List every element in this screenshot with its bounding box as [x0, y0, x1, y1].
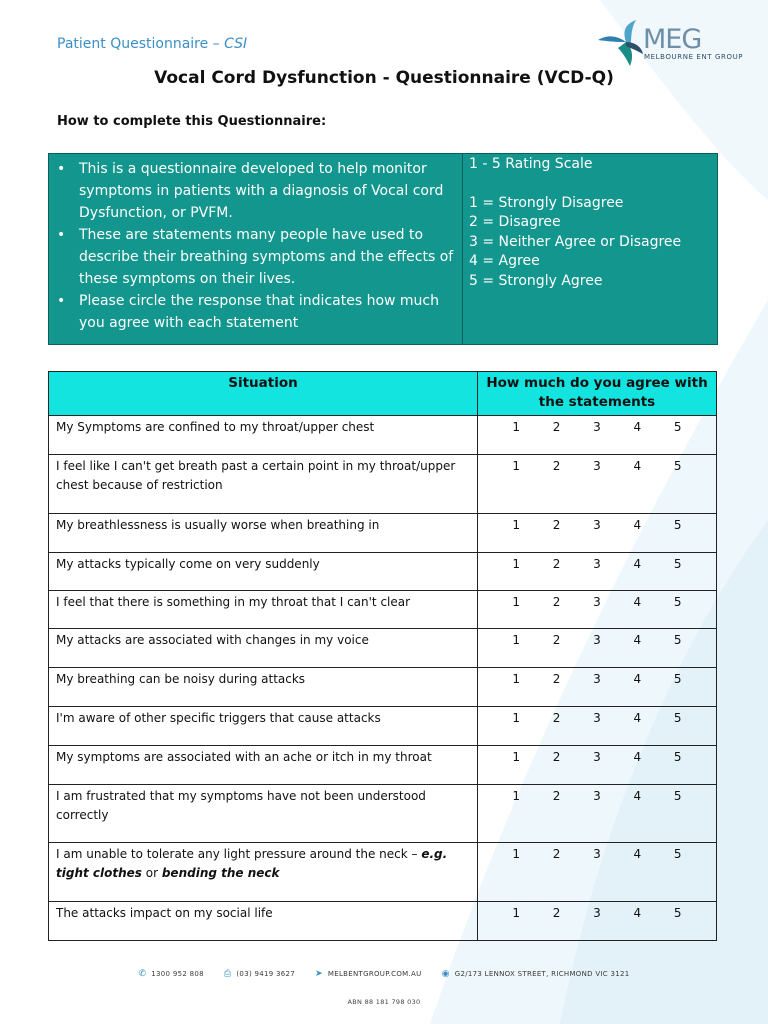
footer-fax-text: (03) 9419 3627	[236, 970, 296, 978]
situation-cell: My attacks typically come on very suddenly	[49, 553, 478, 591]
meg-logo	[596, 20, 756, 70]
rating-cell	[478, 455, 717, 514]
rating-option[interactable]: 4	[633, 595, 642, 609]
rating-option[interactable]: 5	[673, 595, 682, 609]
logo-subtitle: MELBOURNE ENT GROUP	[644, 53, 744, 61]
footer-abn: ABN 88 181 798 030	[347, 998, 421, 1006]
rating-scale-item: 3 = Neither Agree or Disagree	[469, 233, 682, 250]
footer-address-text: G2/173 LENNOX STREET, RICHMOND VIC 3121	[454, 970, 630, 978]
situation-cell: I feel that there is something in my throat that I can't clear	[49, 591, 478, 629]
rating-option[interactable]: 2	[552, 789, 561, 803]
footer-phone-text: 1300 952 808	[151, 970, 204, 978]
logo-bird-icon	[596, 20, 644, 66]
rating-option[interactable]: 4	[633, 420, 642, 434]
rating-option[interactable]: 1	[512, 557, 520, 571]
instructions-box	[48, 153, 718, 345]
rating-option[interactable]: 1	[512, 711, 520, 725]
column-header-situation: Situation	[49, 372, 478, 416]
rating-option[interactable]: 3	[593, 633, 601, 647]
table-row	[49, 553, 717, 591]
rating-option[interactable]: 5	[673, 633, 682, 647]
table-row	[49, 707, 717, 746]
rating-scale-item: 1 = Strongly Disagree	[469, 194, 624, 211]
situation-cell: My breathlessness is usually worse when breathing in	[49, 514, 478, 553]
rating-scale-cell	[469, 155, 681, 291]
table-row	[49, 668, 717, 707]
rating-cell	[478, 668, 717, 707]
table-row	[49, 746, 717, 785]
rating-option[interactable]: 1	[512, 847, 520, 861]
rating-option[interactable]: 2	[552, 459, 561, 473]
situation-cell	[49, 843, 478, 902]
footer-address	[442, 969, 630, 979]
phone-icon: ✆	[138, 969, 147, 979]
table-body	[49, 416, 717, 941]
rating-option[interactable]: 2	[552, 595, 561, 609]
document-title: Vocal Cord Dysfunction - Questionnaire (VCD-Q)	[154, 68, 614, 88]
rating-cell	[478, 843, 717, 902]
rating-cell	[478, 591, 717, 629]
situation-emphasis: bending the neck	[161, 866, 280, 880]
footer-phone	[138, 969, 203, 979]
rating-option[interactable]: 3	[593, 459, 601, 473]
rating-scale-item: 5 = Strongly Agree	[469, 272, 603, 289]
situation-cell: My attacks are associated with changes in my voice	[49, 629, 478, 668]
rating-option[interactable]: 3	[593, 711, 601, 725]
table-row	[49, 591, 717, 629]
situation-cell: I am frustrated that my symptoms have not been understood correctly	[49, 785, 478, 843]
table-row	[49, 843, 717, 902]
rating-option[interactable]: 3	[593, 906, 601, 920]
rating-cell	[478, 629, 717, 668]
rating-scale-item: 4 = Agree	[469, 253, 540, 269]
table-row	[49, 416, 717, 455]
instructions-list	[49, 154, 462, 334]
instruction-item: • Please circle the response that indicates how much you agree with each statement	[79, 290, 462, 334]
rating-option[interactable]: 2	[552, 711, 561, 725]
instructions-list-cell	[49, 154, 463, 344]
situation-cell: I feel like I can't get breath past a certain point in my throat/upper chest because of restriction	[49, 455, 478, 514]
table-row	[49, 629, 717, 668]
rating-option[interactable]: 5	[673, 906, 682, 920]
rating-cell	[478, 746, 717, 785]
table-row	[49, 902, 717, 941]
rating-option[interactable]: 5	[673, 750, 682, 764]
rating-option[interactable]: 2	[552, 420, 561, 434]
footer-fax	[224, 969, 295, 979]
rating-option[interactable]: 4	[633, 518, 642, 532]
location-pin-icon: ◉	[441, 969, 450, 979]
rating-scale-item: 2 = Disagree	[469, 214, 561, 230]
rating-option[interactable]: 5	[673, 557, 682, 571]
rating-option[interactable]: 2	[552, 750, 561, 764]
rating-option[interactable]: 2	[552, 557, 561, 571]
rating-scale-title: 1 - 5 Rating Scale	[469, 156, 593, 172]
footer-contact	[0, 969, 768, 979]
rating-option[interactable]: 4	[633, 633, 642, 647]
table-row	[49, 455, 717, 514]
rating-option[interactable]: 1	[512, 672, 520, 686]
footer-web-text[interactable]: MELBENTGROUP.COM.AU	[327, 970, 422, 978]
rating-option[interactable]: 2	[552, 847, 561, 861]
column-header-agreement: How much do you agree with the statements	[478, 372, 717, 416]
situation-cell: My breathing can be noisy during attacks	[49, 668, 478, 707]
rating-option[interactable]: 2	[552, 633, 561, 647]
situation-cell: I'm aware of other specific triggers that cause attacks	[49, 707, 478, 746]
rating-option[interactable]: 4	[633, 557, 642, 571]
rating-option[interactable]: 3	[593, 518, 601, 532]
rating-option[interactable]: 1	[512, 595, 520, 609]
instruction-item: • These are statements many people have used to describe their breathing symptoms and the effects of these symptoms on their lives.	[79, 224, 462, 290]
header-label	[57, 36, 247, 52]
rating-option[interactable]: 4	[633, 750, 642, 764]
rating-option[interactable]: 3	[593, 595, 601, 609]
rating-option[interactable]: 5	[673, 518, 682, 532]
rating-option[interactable]: 4	[633, 847, 642, 861]
header-label-italic: CSI	[224, 36, 248, 52]
footer-web[interactable]	[315, 969, 422, 979]
rating-option[interactable]: 5	[673, 789, 682, 803]
table-row	[49, 785, 717, 843]
rating-option[interactable]: 1	[512, 518, 520, 532]
rating-option[interactable]: 1	[512, 459, 520, 473]
rating-option[interactable]: 5	[673, 711, 682, 725]
situation-cell: My Symptoms are confined to my throat/upper chest	[49, 416, 478, 455]
rating-cell	[478, 553, 717, 591]
situation-text: I am unable to tolerate any light pressure around the neck –	[56, 847, 422, 861]
rating-cell	[478, 416, 717, 455]
rating-cell	[478, 707, 717, 746]
table-row	[49, 514, 717, 553]
situation-emphasis: e.g. tight clothes	[56, 847, 448, 880]
situation-cell: The attacks impact on my social life	[49, 902, 478, 941]
situation-text: or	[141, 866, 162, 880]
rating-option[interactable]: 3	[593, 847, 601, 861]
rating-option[interactable]: 3	[593, 420, 601, 434]
rating-option[interactable]: 3	[593, 672, 601, 686]
rating-option[interactable]: 1	[512, 906, 520, 920]
rating-cell	[478, 902, 717, 941]
rating-option[interactable]: 1	[512, 789, 520, 803]
table-header-row	[49, 372, 717, 416]
rating-option[interactable]: 3	[593, 789, 601, 803]
rating-option[interactable]: 1	[512, 633, 520, 647]
logo-text: MEG	[643, 24, 702, 55]
rating-option[interactable]: 5	[673, 420, 682, 434]
instruction-item: • This is a questionnaire developed to help monitor symptoms in patients with a diagnosis of Vocal cord Dysfunction, or PVFM.	[79, 158, 462, 224]
rating-option[interactable]: 2	[552, 672, 561, 686]
rating-option[interactable]: 3	[593, 750, 601, 764]
fax-icon: ⎙	[223, 969, 232, 979]
rating-option[interactable]: 5	[673, 847, 682, 861]
rating-option[interactable]: 5	[673, 672, 682, 686]
rating-option[interactable]: 5	[673, 459, 682, 473]
rating-option[interactable]: 4	[633, 906, 642, 920]
questionnaire-table	[48, 371, 717, 941]
rating-option[interactable]: 4	[633, 711, 642, 725]
rating-option[interactable]: 1	[512, 750, 520, 764]
howto-heading: How to complete this Questionnaire:	[57, 114, 327, 129]
rating-option[interactable]: 1	[512, 420, 520, 434]
rating-option[interactable]: 4	[633, 672, 642, 686]
rating-option[interactable]: 3	[593, 557, 601, 571]
rating-option[interactable]: 2	[552, 518, 561, 532]
rating-option[interactable]: 4	[633, 459, 642, 473]
rating-cell	[478, 514, 717, 553]
header-label-main: Patient Questionnaire –	[57, 36, 225, 52]
rating-option[interactable]: 2	[552, 906, 561, 920]
situation-cell: My symptoms are associated with an ache or itch in my throat	[49, 746, 478, 785]
rating-cell	[478, 785, 717, 843]
rating-option[interactable]: 4	[633, 789, 642, 803]
cursor-icon: ➤	[315, 969, 323, 979]
